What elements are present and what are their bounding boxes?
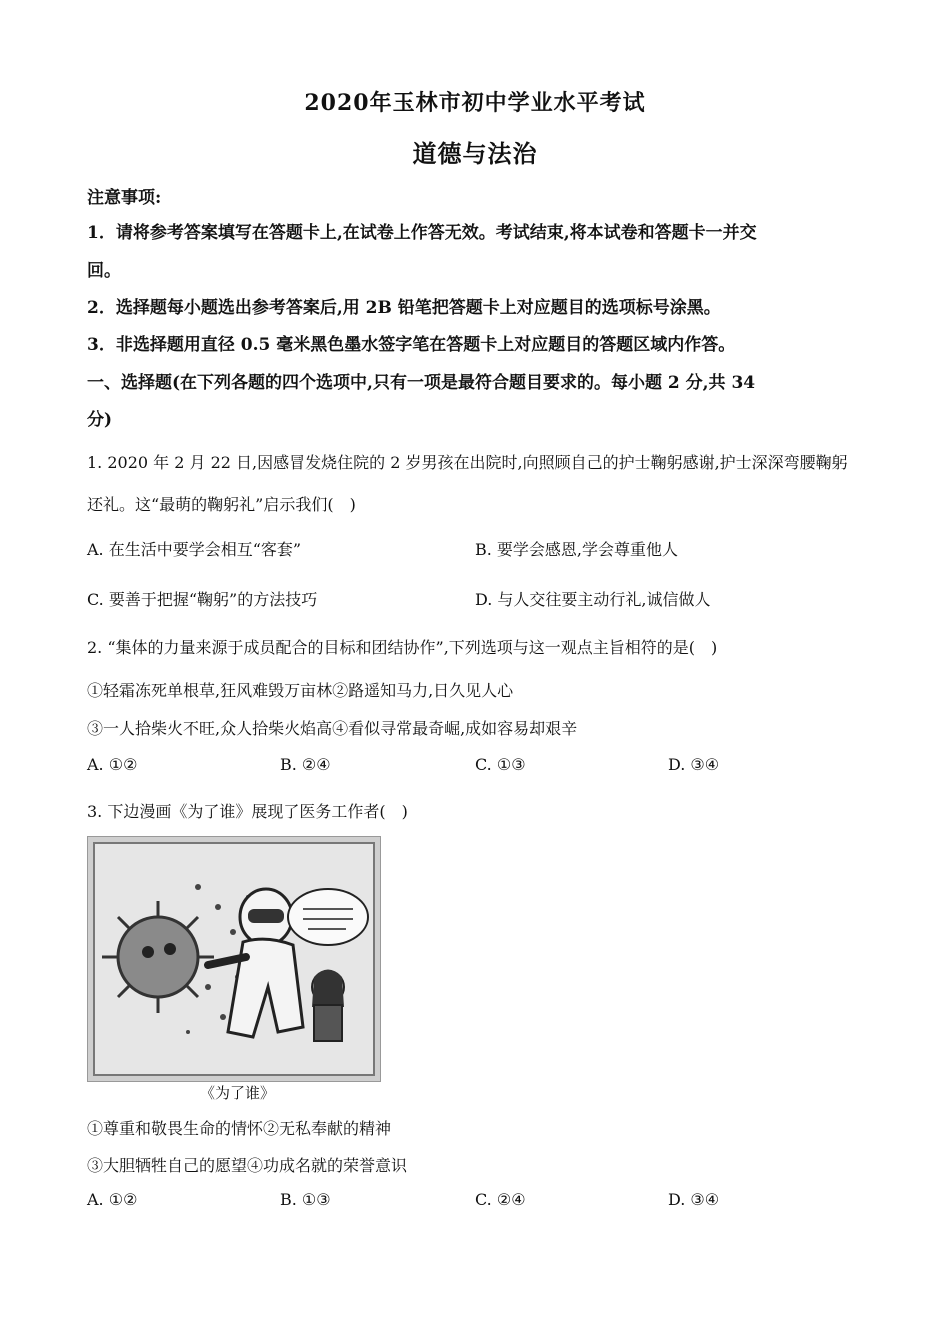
q2-statement-2: ③一人拾柴火不旺,众人拾柴火焰高④看似寻常最奇崛,成如容易却艰辛 [87, 719, 578, 738]
cartoon-illustration [88, 837, 380, 1081]
q3-option-a: A. ①② [87, 1190, 138, 1209]
q3-option-c: C. ②④ [475, 1190, 526, 1209]
cartoon-caption: 《为了谁》 [200, 1084, 276, 1102]
subject-title: 道德与法治 [412, 139, 538, 168]
q2-stem: 2. “集体的力量来源于成员配合的目标和团结协作”,下列选项与这一观点主旨相符的是( ) [87, 638, 718, 657]
q1-option-d: D. 与人交往要主动行礼,诚信做人 [475, 590, 711, 609]
q1-option-a: A. 在生活中要学会相互“客套” [87, 540, 302, 559]
notice-item-2: 2．选择题每小题选出参考答案后,用 2B 铅笔把答题卡上对应题目的选项标号涂黑。 [87, 298, 721, 318]
exam-title: 2020年玉林市初中学业水平考试 [304, 90, 646, 116]
q3-option-d: D. ③④ [668, 1190, 720, 1209]
q1-stem: 1. 2020 年 2 月 22 日,因感冒发烧住院的 2 岁男孩在出院时,向照顾自己的护士鞠躬感谢,护士深深弯腰鞠躬 [87, 453, 848, 472]
q2-option-b: B. ②④ [280, 755, 331, 774]
q2-option-d: D. ③④ [668, 755, 720, 774]
section-heading: 一、选择题(在下列各题的四个选项中,只有一项是最符合题目要求的。每小题 2 分,共 34 [87, 373, 756, 393]
cartoon-image [87, 836, 381, 1082]
q2-option-c: C. ①③ [475, 755, 526, 774]
q1-option-b: B. 要学会感恩,学会尊重他人 [475, 540, 679, 559]
q3-statement-2: ③大胆牺牲自己的愿望④功成名就的荣誉意识 [87, 1156, 408, 1175]
notice-heading: 注意事项: [87, 188, 162, 208]
q3-stem: 3. 下边漫画《为了谁》展现了医务工作者( ) [87, 802, 408, 821]
q3-statement-1: ①尊重和敬畏生命的情怀②无私奉献的精神 [87, 1119, 392, 1138]
notice-item-1-cont: 回。 [87, 261, 121, 281]
notice-item-3: 3．非选择题用直径 0.5 毫米黑色墨水签字笔在答题卡上对应题目的答题区域内作答。 [87, 335, 736, 355]
notice-item-1: 1．请将参考答案填写在答题卡上,在试卷上作答无效。考试结束,将本试卷和答题卡一并交 [87, 223, 757, 243]
q2-option-a: A. ①② [87, 755, 138, 774]
q1-stem-cont: 还礼。这“最萌的鞠躬礼”启示我们( ) [87, 495, 356, 514]
q2-statement-1: ①轻霜冻死单根草,狂风难毁万亩林②路遥知马力,日久见人心 [87, 681, 514, 700]
q1-option-c: C. 要善于把握“鞠躬”的方法技巧 [87, 590, 318, 609]
q3-option-b: B. ①③ [280, 1190, 331, 1209]
section-heading-cont: 分) [87, 410, 113, 430]
